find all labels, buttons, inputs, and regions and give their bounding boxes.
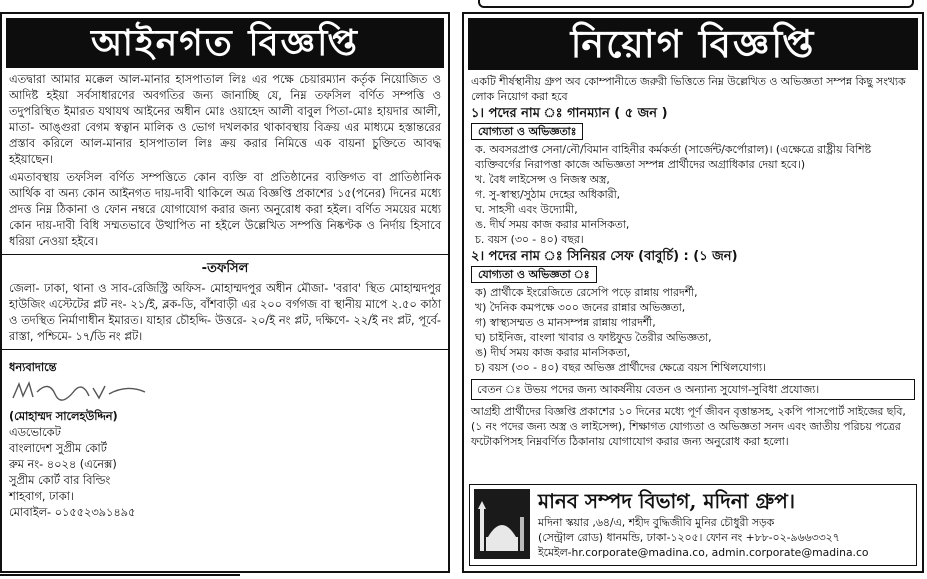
thanks-text: ধন্যবাদান্তে (9, 361, 57, 374)
mosque-logo-icon (474, 489, 530, 559)
advocate-area: শাহবাগ, ঢাকা। (9, 490, 74, 503)
signature-scribble (9, 378, 149, 404)
legal-notice-paragraph-1: এতদ্বারা আমার মক্কেল আল-মানার হাসপাতাল লিঃ এর পক্ষে চেয়ারম্যান কর্তৃক নিয়োজিত ও আদিষ্ট হইয়া সর্বসাধারণের অবগতির জন্য জানাচ্ছি যে, নিম্ন তফসিল বর্ণিত সম্পত্তি ও তদুপরিস্থিত ইমারত যথাযথ আইনের অধীন মোঃ ওয়াহেদ আলী বাবুল পিতা-মোঃ হায়দার আলী, মাতা- আঙ্গুরা বেগম স্বত্বান মালিক ও ভোগ দখলকার থাকাবস্থায় বিক্রয় এর মাধ্যমে হস্তান্তরের প্রস্তাব করিলে আল-মানার হাসপাতাল লিঃ ক্রয় করার নিমিত্তে এক বায়না চুক্তিতে আবদ্ধ হইয়াছেন। (9, 73, 441, 166)
list-item: খ. বৈধ লাইসেন্স ও নিজস্ব অস্ত্র, (475, 173, 610, 186)
contact-footer (469, 484, 917, 566)
post-1-title: ১। পদের নাম ঃ গানম্যান ( ৫ জন ) (471, 106, 668, 121)
list-item: ঘ. সাহসী এবং উদ্যোমী, (475, 203, 578, 216)
top-border-strip (478, 0, 914, 8)
list-item: চ) বয়স (৩০ - ৪০) বছর অভিজ্ঞ প্রার্থীদের ক্ষেত্রে বয়স শিথিলযোগ্য। (475, 361, 767, 374)
post-1-requirements (471, 142, 915, 247)
divider (2, 349, 448, 350)
bottom-rule (0, 574, 240, 576)
schedule-text: জেলা- ঢাকা, থানা ও সাব-রেজিস্ট্রি অফিস- মোহাম্মদপুর অধীন মৌজা- 'বরাব' স্থিত মোহাম্মদপুর হাউজিং এস্টেটের প্লট নং- ২১/ই, ব্লক-ডি, বাঁশবাড়ী এর ২০০ বর্গগজ বা স্থানীয় মাপে ২.৫০ কাঠা ও তদস্থিত নির্মাণাধীন ইমারত। যাহার চৌহদ্দি- উত্তরে- ২০/ই নং প্লট, দক্ষিণে- ২২/ই নং প্লট, পূর্বে- রাস্তা, পশ্চিমে- ১৭/ডি নং প্লট। (9, 282, 441, 343)
advocate-mobile: মোবাইল- ০১৫৫২৩৯১৪৯৫ (9, 506, 136, 519)
address-line-2: (সেন্ট্রাল রোড) ধানমন্ডি, ঢাকা-১২০৫। ফোন নং +৮৮-০২-৯৬৬৩৩২৭ (538, 531, 840, 544)
department-name: মানব সম্পদ বিভাগ, মদিনা গ্রুপ। (538, 489, 795, 513)
schedule-title: -তফসিল (201, 261, 249, 276)
advocate-designation: এডভোকেট (9, 426, 61, 439)
advocate-court: বাংলাদেশ সুপ্রীম কোর্ট (9, 442, 107, 455)
recruitment-intro: একটি শীর্ষস্থানীয় গ্রুপ অব কোম্পানীতে জরুরী ভিত্তিতে নিম্ন উল্লেখিত ও অভিজ্ঞতা সম্পন্ন কিছু সংখ্যক লোক নিয়োগ করা হবে (471, 75, 906, 103)
contact-address (538, 515, 869, 560)
legal-notice-paragraph-2: এমতাবস্থায় তফসিল বর্ণিত সম্পত্তিতে কোন ব্যক্তি বা প্রতিষ্ঠানের ব্যক্তিগত বা প্রাতিষ্ঠানিক আর্থিক বা অন্য কোন আইনগত দায়-দাবী থাকিলে অত্র বিজ্ঞপ্তি প্রকাশের ১৫(পনের) দিনের মধ্যে প্রদত্ত নিম্ন ঠিকানা ও ফোন নম্বরে যোগাযোগ করার জন্য অনুরোধ করা হইল। বর্ণিত সময়ের মধ্যে কোন দায়-দাবী বিধি সম্মতভাবে উত্থাপিত না হইলে উল্লেখিত সম্পত্তি নিষ্কণ্টক ও নির্দায় হিসাবে ধরিয়া নেওয়া হইবে। (9, 171, 441, 248)
post-2-qualification-heading: যোগ্যতা ও অভিজ্ঞতা ঃ (471, 266, 597, 283)
advocate-building: সুপ্রীম কোর্ট বার বিল্ডিং (9, 474, 111, 487)
recruitment-notice (462, 12, 924, 573)
recruitment-notice-title: নিয়োগ বিজ্ঞপ্তি (468, 18, 918, 70)
list-item: গ) স্বাস্থ্যসম্মত ও মানসম্পন্ন রান্নায় পারদর্শী, (475, 316, 656, 329)
email-line: ইমেইল-hr.corporate@madina.co, admin.corporate@madina.co (538, 546, 869, 559)
post-1-qualification-heading: যোগ্যতা ও অভিজ্ঞতাঃ (471, 123, 583, 140)
recruitment-notice-body (464, 70, 922, 449)
application-instructions: আগ্রহী প্রার্থীদের বিজ্ঞপ্তি প্রকাশের ১০ দিনের মধ্যে পূর্ণ জীবন বৃত্তান্তসহ, ২কপি পাসপোর্ট সাইজের ছবি, (১ নং পদের জন্য অস্ত্র ও লাইসেন্স), শিক্ষাগত যোগ্যতা ও অভিজ্ঞতা সনদ এবং জাতীয় পরিচয় পত্রের ফটোকপিসহ নিম্নবর্ণিত ঠিকানায় যোগাযোগ করার জন্য অনুরোধ করা হলো। (471, 405, 906, 448)
list-item: গ. সু-স্বাস্থ্য/সুঠাম দেহের অধিকারী, (475, 188, 621, 201)
list-item: ক. অবসরপ্রাপ্ত সেনা/নৌ/বিমান বাহিনীর কর্মকর্তা (সার্জেন্ট/কর্পোরাল)। (এক্ষেত্রে রাষ্ট্রীয় বিশিষ্ট ব্যক্তিবর্গের নিরাপত্তা কাজে অভিজ্ঞতা সম্পন্ন প্রার্থীদের অগ্রাধিকার দেয়া হবে।) (475, 143, 871, 171)
legal-notice-body (2, 68, 448, 521)
salary-note: বেতন ঃ উভয় পদের জন্য আকর্ষনীয় বেতন ও অন্যান্য সুযোগ-সুবিধা প্রযোজ্য। (471, 379, 915, 400)
list-item: ঘ) চাইনিজ, বাংলা খাবার ও ফাষ্টফুড তৈরীর অভিজ্ঞতা, (475, 331, 712, 344)
signature-block (9, 360, 441, 521)
legal-notice-title: আইনগত বিজ্ঞপ্তি (6, 18, 444, 68)
divider (2, 254, 448, 255)
advocate-room: রুম নং- ৪০২৪ (এনেক্স) (9, 458, 117, 471)
list-item: চ. বয়স (৩০ - ৪০) বছর। (475, 233, 584, 246)
advocate-name: (মোহাম্মদ সালেহউদ্দিন) (9, 410, 118, 423)
list-item: ক) প্রার্থীকে ইংরেজিতে রেসেপি পড়ে রান্নায় পারদর্শী, (475, 286, 698, 299)
post-2-title: ২। পদের নাম ঃ সিনিয়র সেফ (বাবুর্চি) : (১ জন) (471, 249, 738, 264)
list-item: ঙ. দীর্ঘ সময় কাজ করার মানসিকতা, (475, 218, 630, 231)
list-item: খ) দৈনিক কমপক্ষে ৩০০ জনের রান্নার অভিজ্ঞতা, (475, 301, 686, 314)
legal-notice (0, 12, 450, 573)
list-item: ঙ) দীর্ঘ সময় কাজ করার মানসিকতা, (475, 346, 631, 359)
address-line-1: মদিনা স্কয়ার ,৬৪/এ, শহীদ বুদ্ধিজীবি মুনির চৌধুরী সড়ক (538, 516, 775, 529)
post-2-requirements (471, 285, 915, 375)
